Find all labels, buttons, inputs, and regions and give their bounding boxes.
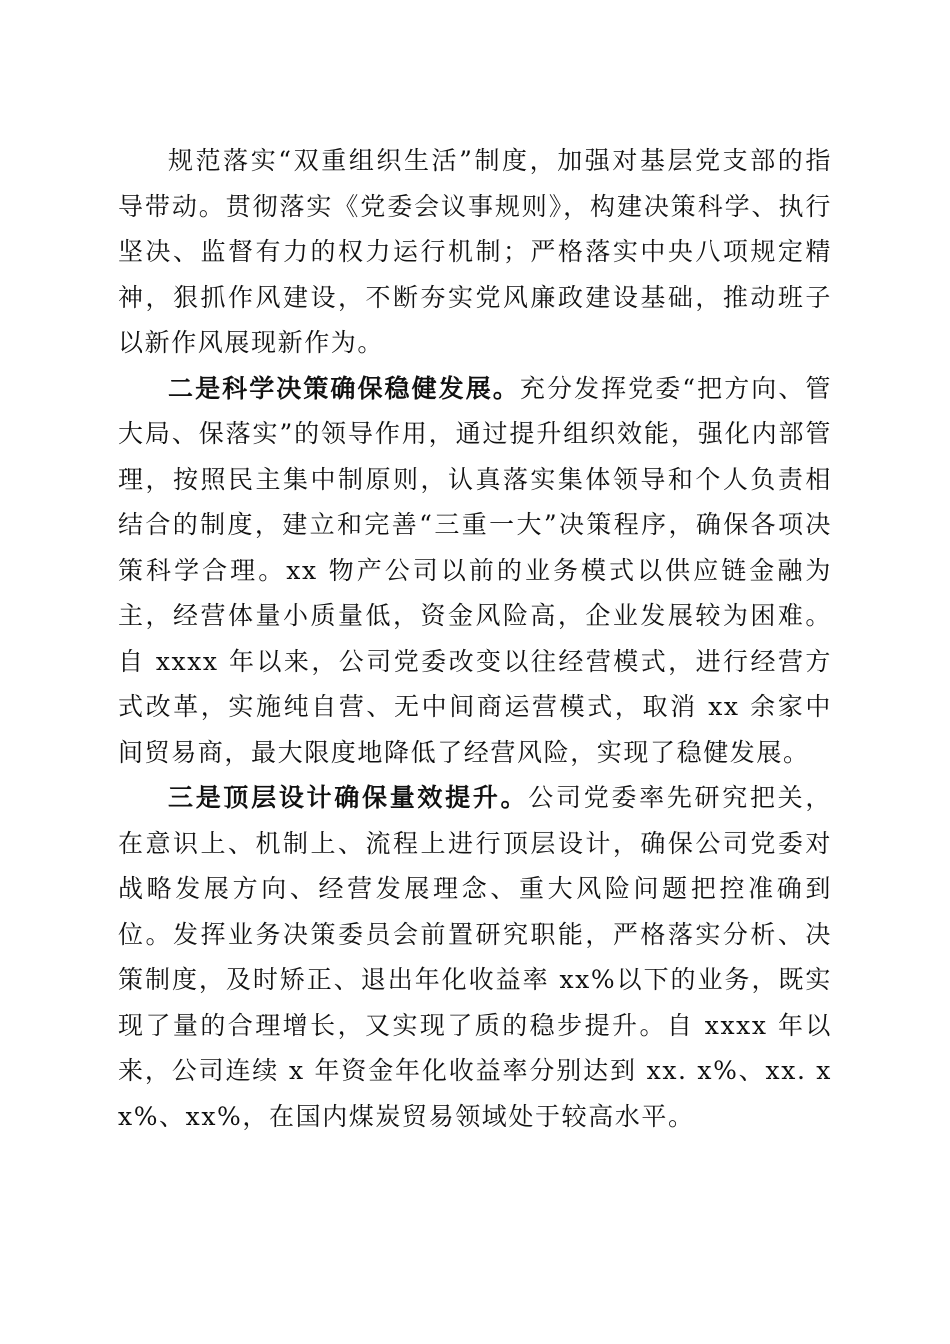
paragraph-2-heading: 二是科学决策确保稳健发展。 xyxy=(168,373,520,403)
paragraph-1 xyxy=(118,138,832,366)
document-body xyxy=(118,138,832,1139)
paragraph-3-text: 公司党委率先研究把关，在意识上、机制上、流程上进行顶层设计，确保公司党委对战略发展方向、经营发展理念、重大风险问题把控准确到位。发挥业务决策委员会前置研究职能，严格落实分析、决策制度，及时矫正、退出年化收益率 xx%以下的业务，既实现了量的合理增长，又实现了质的稳步提升。自 xxxx 年以来，公司连续 x 年资金年化收益率分别达到 xx. x%、xx. xx%、xx%，在国内煤炭贸易领域处于较高水平。 xyxy=(118,783,832,1131)
paragraph-1-text: 规范落实“双重组织生活”制度，加强对基层党支部的指导带动。贯彻落实《党委会议事规则》，构建决策科学、执行坚决、监督有力的权力运行机制；严格落实中央八项规定精神，狠抓作风建设，不断夯实党风廉政建设基础，推动班子以新作风展现新作为。 xyxy=(118,146,832,357)
paragraph-2 xyxy=(118,366,832,776)
paragraph-2-text: 充分发挥党委“把方向、管大局、保落实”的领导作用，通过提升组织效能，强化内部管理，按照民主集中制原则，认真落实集体领导和个人负责相结合的制度，建立和完善“三重一大”决策程序，确保各项决策科学合理。xx 物产公司以前的业务模式以供应链金融为主，经营体量小质量低，资金风险高，企业发展较为困难。自 xxxx 年以来，公司党委改变以往经营模式，进行经营方式改革，实施纯自营、无中间商运营模式，取消 xx 余家中间贸易商，最大限度地降低了经营风险，实现了稳健发展。 xyxy=(118,373,832,767)
paragraph-3-heading: 三是顶层设计确保量效提升。 xyxy=(168,783,529,812)
paragraph-3 xyxy=(118,775,832,1139)
